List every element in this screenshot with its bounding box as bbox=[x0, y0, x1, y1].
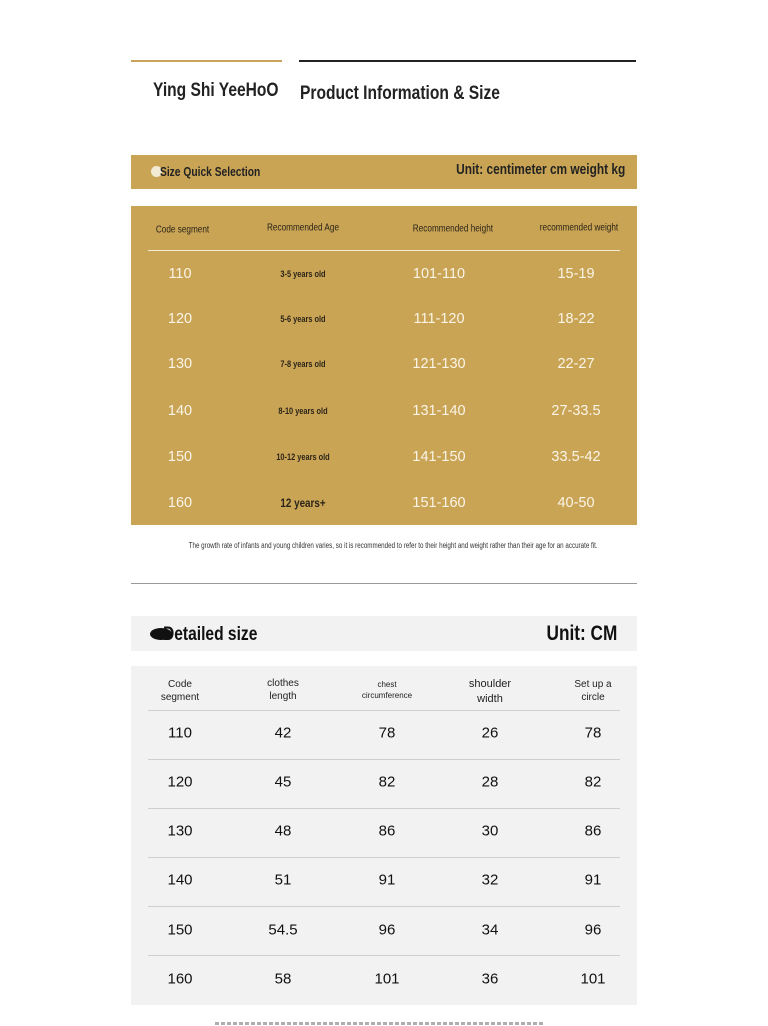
quick-selection-label: Size Quick Selection bbox=[160, 165, 261, 179]
col-header-height: Recommended height bbox=[412, 223, 494, 235]
table-cell: 36 bbox=[481, 970, 499, 988]
col-header-circle: Set up a circle bbox=[574, 679, 612, 703]
table-cell-code: 140 bbox=[167, 403, 193, 419]
table-cell: 120 bbox=[167, 773, 193, 791]
row-divider bbox=[148, 759, 620, 760]
table-cell-height: 111-120 bbox=[413, 311, 465, 327]
col-header-code: Code segment bbox=[160, 679, 200, 703]
page-title: Product Information & Size bbox=[300, 83, 500, 104]
brand-name: Ying Shi YeeHoO bbox=[153, 80, 279, 101]
table-cell-weight: 15-19 bbox=[557, 266, 595, 282]
table-cell: 32 bbox=[481, 871, 499, 889]
table-cell: 42 bbox=[274, 724, 292, 742]
table-cell-age: 7-8 years old bbox=[280, 359, 326, 369]
col-header-length: clothes length bbox=[267, 678, 299, 702]
table-cell: 91 bbox=[378, 871, 396, 889]
quick-selection-unit: Unit: centimeter cm weight kg bbox=[455, 162, 625, 178]
table-cell: 51 bbox=[274, 871, 292, 889]
table-cell-height: 121-130 bbox=[412, 356, 466, 372]
table-cell-code: 150 bbox=[167, 449, 193, 465]
table-cell: 101 bbox=[374, 970, 400, 988]
table-cell-age: 5-6 years old bbox=[280, 314, 326, 324]
table-cell: 86 bbox=[378, 822, 396, 840]
table-cell: 82 bbox=[378, 773, 396, 791]
quick-selection-table bbox=[131, 206, 637, 525]
table-cell: 34 bbox=[481, 921, 499, 939]
detailed-size-label: Detailed size bbox=[163, 624, 258, 645]
table-cell-height: 101-110 bbox=[412, 266, 466, 282]
table-cell: 78 bbox=[378, 724, 396, 742]
row-divider bbox=[148, 955, 620, 956]
col-header-code: Code segment bbox=[155, 224, 210, 236]
table-cell-height: 151-160 bbox=[412, 495, 466, 511]
table-cell-age: 12 years+ bbox=[280, 496, 326, 510]
table-cell-code: 120 bbox=[167, 311, 193, 327]
row-divider bbox=[148, 857, 620, 858]
table-cell-height: 131-140 bbox=[412, 403, 466, 419]
table-cell: 45 bbox=[274, 773, 292, 791]
table-cell: 101 bbox=[580, 970, 606, 988]
table-cell: 28 bbox=[481, 773, 499, 791]
header-divider bbox=[148, 710, 620, 711]
table-cell: 30 bbox=[481, 822, 499, 840]
table-cell: 86 bbox=[584, 822, 602, 840]
detailed-size-unit: Unit: CM bbox=[546, 622, 617, 645]
table-cell: 54.5 bbox=[268, 921, 298, 939]
detailed-size-table bbox=[131, 666, 637, 1005]
table-cell-age: 10-12 years old bbox=[276, 452, 330, 462]
size-quick-selection-bar bbox=[131, 155, 637, 189]
fit-note: The growth rate of infants and young children varies, so it is recommended to refer to their height and weight rather than their age for an accurate fit. bbox=[188, 541, 598, 550]
table-cell: 130 bbox=[167, 822, 193, 840]
col-header-shoulder: shoulder width bbox=[468, 678, 512, 705]
col-header-chest: chest circumference bbox=[361, 680, 413, 700]
table-cell-weight: 22-27 bbox=[557, 356, 595, 372]
col-header-age: Recommended Age bbox=[266, 222, 340, 234]
table-cell: 110 bbox=[168, 724, 192, 742]
title-rule bbox=[299, 60, 636, 62]
table-cell: 150 bbox=[167, 921, 193, 939]
table-cell-weight: 40-50 bbox=[557, 495, 595, 511]
table-cell: 78 bbox=[584, 724, 602, 742]
table-cell: 140 bbox=[167, 871, 193, 889]
table-cell-code: 160 bbox=[167, 495, 193, 511]
table-cell-height: 141-150 bbox=[412, 449, 466, 465]
table-cell: 96 bbox=[378, 921, 396, 939]
table-cell-age: 8-10 years old bbox=[278, 406, 328, 416]
table-cell: 82 bbox=[584, 773, 602, 791]
col-header-weight: recommended weight bbox=[539, 222, 619, 234]
table-cell-age: 3-5 years old bbox=[280, 269, 326, 279]
table-cell: 91 bbox=[584, 871, 602, 889]
table-cell-weight: 33.5-42 bbox=[551, 449, 601, 465]
table-cell: 58 bbox=[274, 970, 292, 988]
table-cell: 160 bbox=[167, 970, 193, 988]
table-cell-weight: 27-33.5 bbox=[551, 403, 601, 419]
detailed-size-bar bbox=[131, 616, 637, 651]
table-cell-code: 130 bbox=[167, 356, 193, 372]
row-divider bbox=[148, 906, 620, 907]
row-divider bbox=[148, 808, 620, 809]
table-cell: 26 bbox=[481, 724, 499, 742]
header-divider bbox=[148, 250, 620, 251]
table-cell-weight: 18-22 bbox=[557, 311, 595, 327]
brand-rule bbox=[131, 60, 282, 62]
table-cell-code: 110 bbox=[168, 266, 192, 282]
section-separator bbox=[131, 583, 637, 584]
cropped-footnote bbox=[215, 1018, 545, 1026]
table-cell: 48 bbox=[274, 822, 292, 840]
table-cell: 96 bbox=[584, 921, 602, 939]
